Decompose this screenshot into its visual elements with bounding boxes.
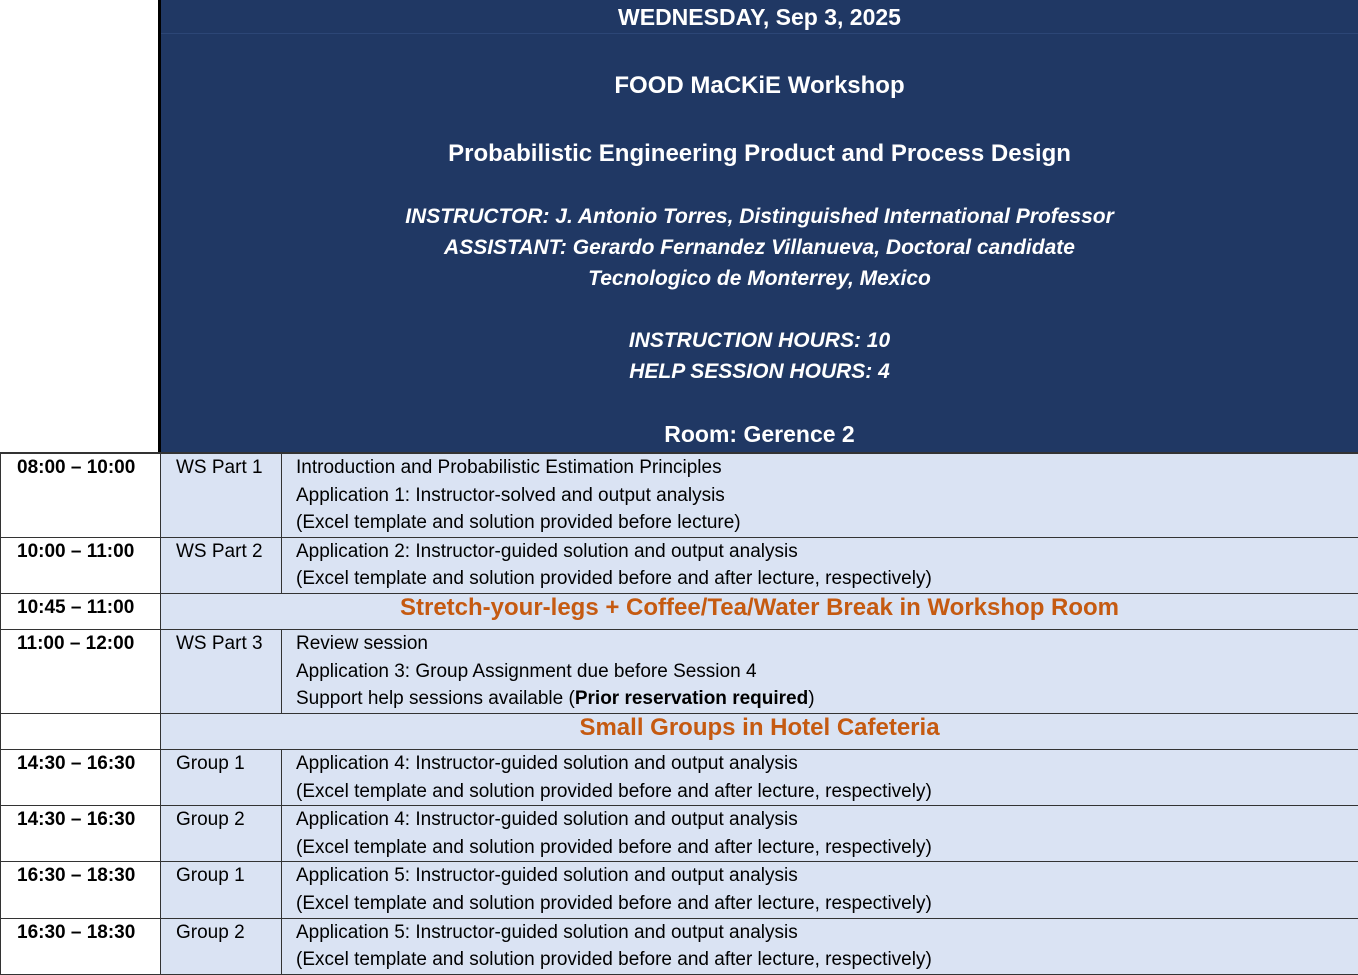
table-row — [1, 713, 1358, 749]
table-row — [1, 629, 1358, 713]
description-line: (Excel template and solution provided before and after lecture, respectively) — [296, 890, 1358, 918]
instructor-line: INSTRUCTOR: J. Antonio Torres, Distinguished International Professor — [161, 205, 1358, 229]
row-part: WS Part 2 — [161, 537, 282, 593]
date-separator — [161, 33, 1358, 34]
table-row — [1, 453, 1358, 537]
row-time — [1, 713, 161, 749]
description-line: (Excel template and solution provided before and after lecture, respectively) — [296, 946, 1358, 974]
row-description — [282, 749, 1358, 805]
description-line: Application 2: Instructor-guided solution and output analysis — [296, 538, 1358, 566]
description-line: Application 4: Instructor-guided solution and output analysis — [296, 750, 1358, 778]
row-part: WS Part 3 — [161, 629, 282, 713]
support-line — [296, 685, 1358, 713]
row-part: Group 1 — [161, 862, 282, 918]
table-row — [1, 862, 1358, 918]
table-row — [1, 749, 1358, 805]
description-line: (Excel template and solution provided before and after lecture, respectively) — [296, 778, 1358, 806]
description-line: (Excel template and solution provided before and after lecture, respectively) — [296, 565, 1358, 593]
row-description — [282, 862, 1358, 918]
groups-banner: Small Groups in Hotel Cafeteria — [161, 713, 1358, 749]
table-row — [1, 806, 1358, 862]
support-prefix: Support help sessions available ( — [296, 688, 575, 709]
row-time: 14:30 – 16:30 — [1, 806, 161, 862]
description-line: Review session — [296, 630, 1358, 658]
description-line: Introduction and Probabilistic Estimation Principles — [296, 454, 1358, 482]
description-line: Application 5: Instructor-guided solution and output analysis — [296, 862, 1358, 890]
support-emphasis: Prior reservation required — [575, 688, 808, 709]
description-line: (Excel template and solution provided before lecture) — [296, 509, 1358, 537]
description-line: Application 4: Instructor-guided solution and output analysis — [296, 806, 1358, 834]
row-time: 14:30 – 16:30 — [1, 749, 161, 805]
affiliation-line: Tecnologico de Monterrey, Mexico — [161, 267, 1358, 291]
row-description — [282, 453, 1358, 537]
table-row — [1, 918, 1358, 974]
time-column-header-blank — [0, 0, 158, 452]
row-part: Group 2 — [161, 918, 282, 974]
row-part: Group 1 — [161, 749, 282, 805]
row-part: WS Part 1 — [161, 453, 282, 537]
support-suffix: ) — [808, 688, 814, 709]
description-line: Application 5: Instructor-guided solution and output analysis — [296, 919, 1358, 947]
row-part: Group 2 — [161, 806, 282, 862]
row-time: 16:30 – 18:30 — [1, 862, 161, 918]
schedule-date: WEDNESDAY, Sep 3, 2025 — [161, 4, 1358, 31]
row-description — [282, 918, 1358, 974]
event-title: FOOD MaCKiE Workshop — [161, 72, 1358, 100]
description-line: (Excel template and solution provided before and after lecture, respectively) — [296, 834, 1358, 862]
room-label: Room: Gerence 2 — [161, 421, 1358, 448]
table-row — [1, 537, 1358, 593]
workshop-subtitle: Probabilistic Engineering Product and Process Design — [161, 140, 1358, 168]
break-banner: Stretch-your-legs + Coffee/Tea/Water Break in Workshop Room — [161, 593, 1358, 629]
row-description — [282, 629, 1358, 713]
table-row — [1, 593, 1358, 629]
schedule-header — [161, 0, 1358, 452]
schedule-table — [0, 452, 1358, 975]
row-description — [282, 806, 1358, 862]
row-time: 11:00 – 12:00 — [1, 629, 161, 713]
row-time: 10:45 – 11:00 — [1, 593, 161, 629]
help-session-hours: HELP SESSION HOURS: 4 — [161, 360, 1358, 384]
row-description — [282, 537, 1358, 593]
row-time: 16:30 – 18:30 — [1, 918, 161, 974]
description-line: Application 3: Group Assignment due before Session 4 — [296, 658, 1358, 686]
row-time: 10:00 – 11:00 — [1, 537, 161, 593]
instruction-hours: INSTRUCTION HOURS: 10 — [161, 329, 1358, 353]
assistant-line: ASSISTANT: Gerardo Fernandez Villanueva, Doctoral candidate — [161, 236, 1358, 260]
description-line: Application 1: Instructor-solved and output analysis — [296, 482, 1358, 510]
row-time: 08:00 – 10:00 — [1, 453, 161, 537]
